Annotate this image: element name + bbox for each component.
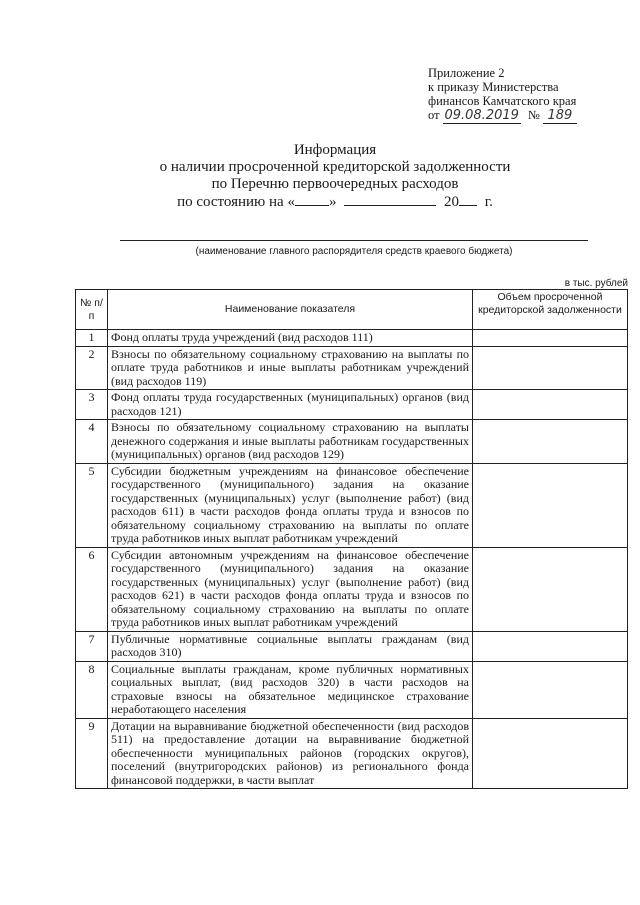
distributor-name-line[interactable] (120, 240, 588, 241)
header-amount: Объем просроченной кредиторской задолженности (473, 290, 628, 330)
number-prefix: № (527, 108, 540, 122)
indicators-table (75, 289, 628, 789)
row-amount-cell[interactable] (473, 390, 628, 420)
row-num: 9 (76, 718, 108, 789)
row-name: Публичные нормативные социальные выплаты гражданам (вид расходов 310) (108, 631, 473, 661)
year-blank[interactable] (459, 193, 477, 206)
appendix-line-2: к приказу Министерства (428, 80, 559, 94)
appendix-date-line (428, 108, 577, 124)
row-num: 8 (76, 661, 108, 718)
date-label-prefix: по состоянию на « (177, 194, 295, 210)
month-blank[interactable] (344, 193, 436, 206)
row-name: Взносы по обязательному социальному страхованию на выплаты по оплате труда работников и иные выплаты работникам учреждений (вид расходов 119) (108, 346, 473, 390)
row-name: Взносы по обязательному социальному страхованию на выплаты денежного содержания и иные выплаты работникам государственных (муниципальных) органов (вид расходов 129) (108, 420, 473, 464)
row-name: Социальные выплаты гражданам, кроме публичных нормативных социальных выплат, (вид расходов 320) в части расходов на страховые взносы на обязательное медицинское страхование неработающего населения (108, 661, 473, 718)
row-num: 2 (76, 346, 108, 390)
row-amount-cell[interactable] (473, 463, 628, 547)
handwritten-number: 189 (543, 109, 577, 124)
row-num: 4 (76, 420, 108, 464)
table-header-row (76, 290, 628, 330)
row-name: Субсидии автономным учреждениям на финансовое обеспечение государственного (муниципального) задания на оказание государственных (муниципальных) услуг (выполнение работ) (вид расходов 621) в части расходов фонда оплаты труда и взносов по обязательному социальному страхованию на выплаты по оплате труда работников иных выплат работникам учреждений (108, 547, 473, 631)
year-label: 20 (443, 194, 459, 210)
row-name: Субсидии бюджетным учреждениям на финансовое обеспечение государственного (муниципального) задания на оказание государственных (муниципальных) услуг (выполнение работ) (вид расходов 611) в части расходов фонда оплаты труда и взносов по обязательному социальному страхованию на выплаты по оплате труда работников иных выплат работникам учреждений (108, 463, 473, 547)
day-blank[interactable] (295, 193, 329, 206)
table-row (76, 330, 628, 347)
distributor-caption: (наименование главного распорядителя средств краевого бюджета) (195, 246, 513, 257)
row-num: 5 (76, 463, 108, 547)
appendix-line-3: финансов Камчатского края (428, 94, 577, 108)
header-num: № п/п (76, 290, 108, 330)
date-label-mid: » (328, 194, 337, 210)
table-row (76, 346, 628, 390)
units-label: в тыс. рублей (564, 278, 628, 289)
row-amount-cell[interactable] (473, 547, 628, 631)
row-amount-cell[interactable] (473, 631, 628, 661)
year-suffix: г. (484, 194, 493, 210)
row-name: Фонд оплаты труда учреждений (вид расходов 111) (108, 330, 473, 347)
table-row (76, 390, 628, 420)
title-date-line (95, 193, 575, 211)
title-heading: Информация (293, 142, 377, 158)
row-num: 6 (76, 547, 108, 631)
title-line-3: по Перечню первоочередных расходов (211, 176, 459, 192)
table-row (76, 631, 628, 661)
title-line-2: о наличии просроченной кредиторской задолженности (159, 159, 511, 175)
table-row (76, 547, 628, 631)
table-row (76, 463, 628, 547)
row-num: 7 (76, 631, 108, 661)
row-num: 1 (76, 330, 108, 347)
row-num: 3 (76, 390, 108, 420)
table-row (76, 718, 628, 789)
row-amount-cell[interactable] (473, 661, 628, 718)
date-prefix: от (428, 108, 440, 122)
row-amount-cell[interactable] (473, 330, 628, 347)
table-row (76, 661, 628, 718)
appendix-block (428, 66, 577, 124)
appendix-line-1: Приложение 2 (428, 66, 505, 80)
table-row (76, 420, 628, 464)
row-name: Дотации на выравнивание бюджетной обеспеченности (вид расходов 511) на предоставление дотации на выравнивание бюджетной обеспеченности муниципальных районов (городских округов), поселений (внутригородских районов) из регионального фонда финансовой поддержки, в части выплат (108, 718, 473, 789)
header-name: Наименование показателя (108, 290, 473, 330)
row-amount-cell[interactable] (473, 346, 628, 390)
row-name: Фонд оплаты труда государственных (муниципальных) органов (вид расходов 121) (108, 390, 473, 420)
handwritten-date: 09.08.2019 (444, 108, 519, 123)
document-title (95, 142, 575, 211)
row-amount-cell[interactable] (473, 718, 628, 789)
row-amount-cell[interactable] (473, 420, 628, 464)
